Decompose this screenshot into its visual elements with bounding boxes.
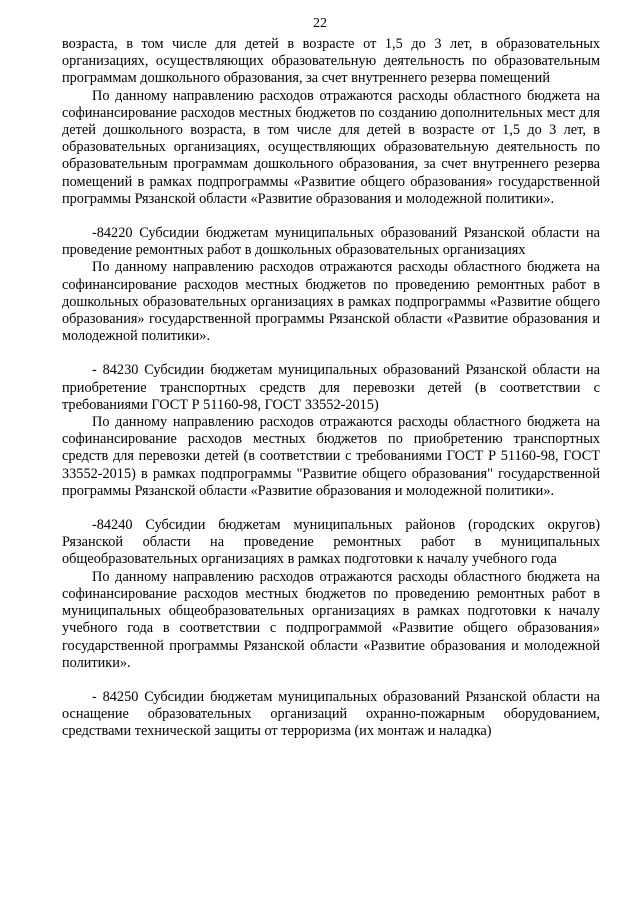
- paragraph-expense-description-84240: По данному направлению расходов отражаются расходы областного бюджета на софинансирование расходов местных бюджетов по проведению ремонтных работ в муниципальных общеобразовательных организациях в рамках подготовки к началу учебного года в соответствии с подпрограммой «Развитие общего образования» государственной программы Рязанской области «Развитие образования и молодежной политики».: [62, 568, 600, 671]
- page-number: 22: [313, 16, 327, 31]
- paragraph-continuation: возраста, в том числе для детей в возрасте от 1,5 до 3 лет, в образовательных организациях, осуществляющих образовательную деятельность по образовательным программам дошкольного образования, за счет внутреннего резерва помещений: [62, 36, 600, 87]
- paragraph-subsidy-84220-heading: -84220 Субсидии бюджетам муниципальных образований Рязанской области на проведение ремонтных работ в дошкольных образовательных организациях: [62, 225, 600, 259]
- paragraph-expense-description-84220: По данному направлению расходов отражаются расходы областного бюджета на софинансирование расходов местных бюджетов по проведению ремонтных работ в дошкольных образовательных организациях в рамках подпрограммы «Развитие общего образования» государственной программы Рязанской области «Развитие образования и молодежной политики».: [62, 259, 600, 345]
- paragraph-subsidy-84250-heading: - 84250 Субсидии бюджетам муниципальных образований Рязанской области на оснащение образовательных организаций охранно-пожарным оборудованием, средствами технической защиты от терроризма (их монтаж и наладка): [62, 688, 600, 740]
- paragraph-expense-description-84230: По данному направлению расходов отражаются расходы областного бюджета на софинансирование расходов местных бюджетов по приобретению транспортных средств для перевозки детей (в соответствии с требованиями ГОСТ Р 51160-98, ГОСТ 33552-2015) в рамках подпрограммы "Развитие общего образования" государственной программы Рязанской области «Развитие образования и молодежной политики».: [62, 414, 600, 499]
- paragraph-expense-description-84210: По данному направлению расходов отражаются расходы областного бюджета на софинансирование расходов местных бюджетов по созданию дополнительных мест для детей дошкольного возраста, в том числе для детей в возрасте от 1,5 до 3 лет, в образовательных организациях, осуществляющих образовательную деятельность по образовательным программам дошкольного образования, за счет внутреннего резерва помещений в рамках подпрограммы «Развитие общего образования» государственной программы Рязанской области «Развитие образования и молодежной политики».: [62, 87, 600, 207]
- paragraph-subsidy-84230-heading: - 84230 Субсидии бюджетам муниципальных образований Рязанской области на приобретение транспортных средств для перевозки детей (в соответствии с требованиями ГОСТ Р 51160-98, ГОСТ 33552-2015): [62, 362, 600, 413]
- document-body: [62, 36, 600, 741]
- paragraph-subsidy-84240-heading: -84240 Субсидии бюджетам муниципальных районов (городских округов) Рязанской области на проведение ремонтных работ в муниципальных общеобразовательных организациях в рамках подготовки к началу учебного года: [62, 517, 600, 568]
